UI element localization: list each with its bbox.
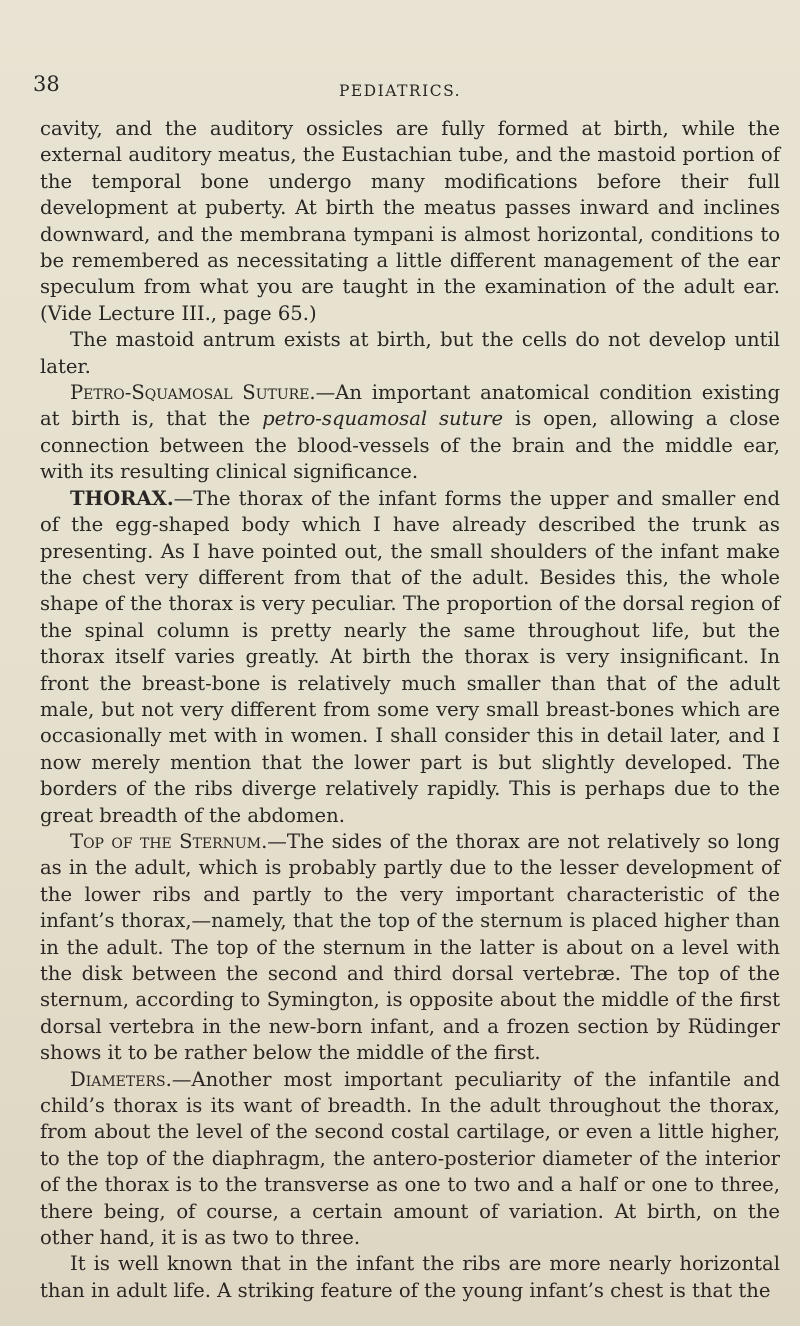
paragraph-ribs: It is well known that in the infant the ribs are more nearly horizontal than in adult life. A striking feature of the young infant’s chest is that the	[40, 1252, 780, 1302]
page-number: 38	[33, 72, 60, 96]
body-text	[40, 116, 780, 1304]
paragraph-mastoid: The mastoid antrum exists at birth, but the cells do not develop until later.	[40, 328, 780, 378]
paragraph-text: —The sides of the thorax are not relatively so long as in the adult, which is probably partly due to the lesser development of the lower ribs and partly to the very important characteristic of the infant’s thorax,—namely, that the top of the sternum is placed higher than in the adult. The top of the sternum in the latter is about on a level with the disk between the second and third dorsal vertebræ. The top of the sternum, according to Symington, is opposite about the middle of the first dorsal vertebra in the new-born infant, and a frozen section by Rüdinger shows it to be rather below the middle of the first.	[40, 829, 780, 1065]
section-heading-petro-squamosal: Petro-Squamosal Suture.	[70, 381, 316, 405]
paragraph-diameters	[40, 1067, 780, 1252]
paragraph-sternum	[40, 829, 780, 1067]
paragraph-text: is open, allowing a close connection between the blood-vessels of the brain and the middle ear, with its resulting clinical significance.	[40, 407, 780, 484]
section-heading-thorax: THORAX.	[70, 486, 174, 510]
italic-term: petro-squamosal suture	[262, 407, 504, 431]
paragraph-text: —Another most important peculiarity of the infantile and child’s thorax is its want of breadth. In the adult throughout the thorax, from about the level of the second costal cartilage, or even a little higher, to the top of the diaphragm, the antero-posterior diameter of the interior of the thorax is to the transverse as one to two and a half or one to three, there being, of course, a certain amount of variation. At birth, on the other hand, it is as two to three.	[40, 1067, 780, 1250]
paragraph-text: —An important anatomical condition existing at birth is, that the	[40, 381, 780, 431]
section-heading-sternum: Top of the Sternum.	[70, 829, 268, 853]
paragraph-ear: cavity, and the auditory ossicles are fully formed at birth, while the external auditory meatus, the Eustachian tube, and the mastoid portion of the temporal bone undergo many modifications before their full development at puberty. At birth the meatus passes inward and inclines downward, and the membrana tympani is almost horizontal, conditions to be remembered as necessitating a little different management of the ear speculum from what you are taught in the examination of the adult ear. (Vide Lecture III., page 65.)	[40, 117, 780, 325]
section-heading-diameters: Diameters.	[70, 1067, 172, 1091]
paragraph-text: —The thorax of the infant forms the upper and smaller end of the egg-shaped body which I have already described the trunk as presenting. As I have pointed out, the small shoulders of the infant make the chest very different from that of the adult. Besides this, the whole shape of the thorax is very peculiar. The proportion of the dorsal region of the spinal column is pretty nearly the same throughout life, but the thorax itself varies greatly. At birth the thorax is very insignificant. In front the breast-bone is relatively much smaller than that of the adult male, but not very different from some very small breast-bones which are occasionally met with in women. I shall consider this in detail later, and I now merely mention that the lower part is but slightly developed. The borders of the ribs diverge relatively rapidly. This is perhaps due to the great breadth of the abdomen.	[40, 486, 780, 827]
paragraph-thorax	[40, 486, 780, 829]
running-title: PEDIATRICS.	[338, 82, 462, 100]
paragraph-petro-squamosal	[40, 380, 780, 486]
